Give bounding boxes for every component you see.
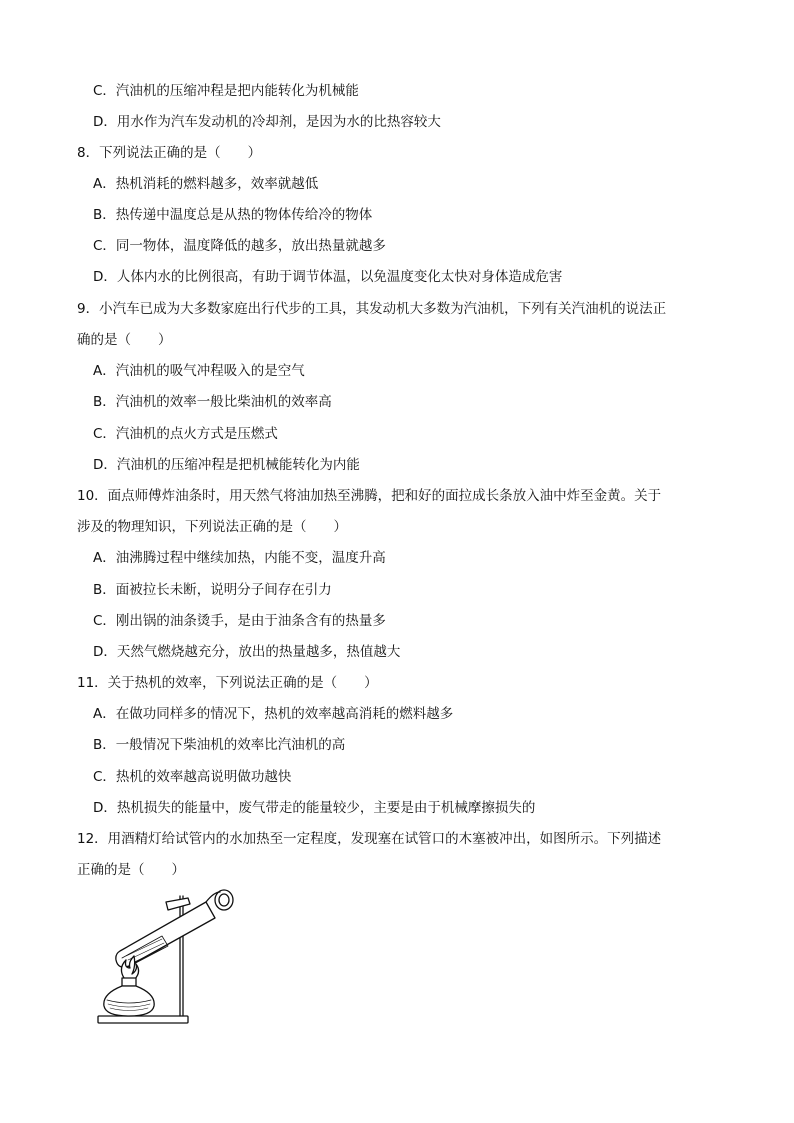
q8-option-d: D．人体内水的比例很高，有助于调节体温，以免温度变化太快对身体造成危害 [93, 269, 563, 285]
q8-option-a: A．热机消耗的燃料越多，效率就越低 [93, 176, 319, 192]
q10-option-b: B．面被拉长未断，说明分子间存在引力 [93, 582, 332, 598]
clamp [166, 898, 190, 910]
q11-option-b: B．一般情况下柴油机的效率比汽油机的高 [93, 737, 346, 753]
q11-option-c: C．热机的效率越高说明做功越快 [93, 769, 292, 785]
q8-option-c: C．同一物体，温度降低的越多，放出热量就越多 [93, 238, 386, 254]
q7-option-c: C．汽油机的压缩冲程是把内能转化为机械能 [93, 83, 359, 99]
q9-option-c: C．汽油机的点火方式是压燃式 [93, 426, 278, 442]
q10-stem-line2: 涉及的物理知识，下列说法正确的是（ ） [77, 519, 347, 535]
q7-option-d: D．用水作为汽车发动机的冷却剂，是因为水的比热容较大 [93, 114, 441, 130]
q10-option-c: C．刚出锅的油条烫手，是由于油条含有的热量多 [93, 613, 386, 629]
q12-stem-line2: 正确的是（ ） [77, 862, 185, 878]
q9-option-b: B．汽油机的效率一般比柴油机的效率高 [93, 394, 332, 410]
q10-option-d: D．天然气燃烧越充分，放出的热量越多，热值越大 [93, 644, 401, 660]
q10-stem-line1: 10．面点师傅炸油条时，用天然气将油加热至沸腾，把和好的面拉成长条放入油中炸至金黄。关于 [77, 488, 662, 504]
q10-option-a: A．油沸腾过程中继续加热，内能不变，温度升高 [93, 550, 386, 566]
q9-stem-line2: 确的是（ ） [77, 332, 172, 348]
alcohol-lamp [104, 978, 154, 1016]
test-tube [116, 902, 215, 967]
q8-stem: 8．下列说法正确的是（ ） [77, 145, 262, 161]
q9-stem-line1: 9．小汽车已成为大多数家庭出行代步的工具，其发动机大多数为汽油机，下列有关汽油机的说法正 [77, 301, 667, 317]
q11-option-a: A．在做功同样多的情况下，热机的效率越高消耗的燃料越多 [93, 706, 454, 722]
q9-option-a: A．汽油机的吸气冲程吸入的是空气 [93, 363, 305, 379]
q11-option-d: D．热机损失的能量中，废气带走的能量较少，主要是由于机械摩擦损失的 [93, 800, 536, 816]
q11-stem: 11．关于热机的效率，下列说法正确的是（ ） [77, 675, 378, 691]
test-tube-apparatus-figure [96, 888, 241, 1030]
q8-option-b: B．热传递中温度总是从热的物体传给冷的物体 [93, 207, 373, 223]
stand-base [98, 1016, 188, 1023]
q9-option-d: D．汽油机的压缩冲程是把机械能转化为内能 [93, 457, 360, 473]
q12-stem-line1: 12．用酒精灯给试管内的水加热至一定程度，发现塞在试管口的木塞被冲出，如图所示。下列描述 [77, 831, 662, 847]
